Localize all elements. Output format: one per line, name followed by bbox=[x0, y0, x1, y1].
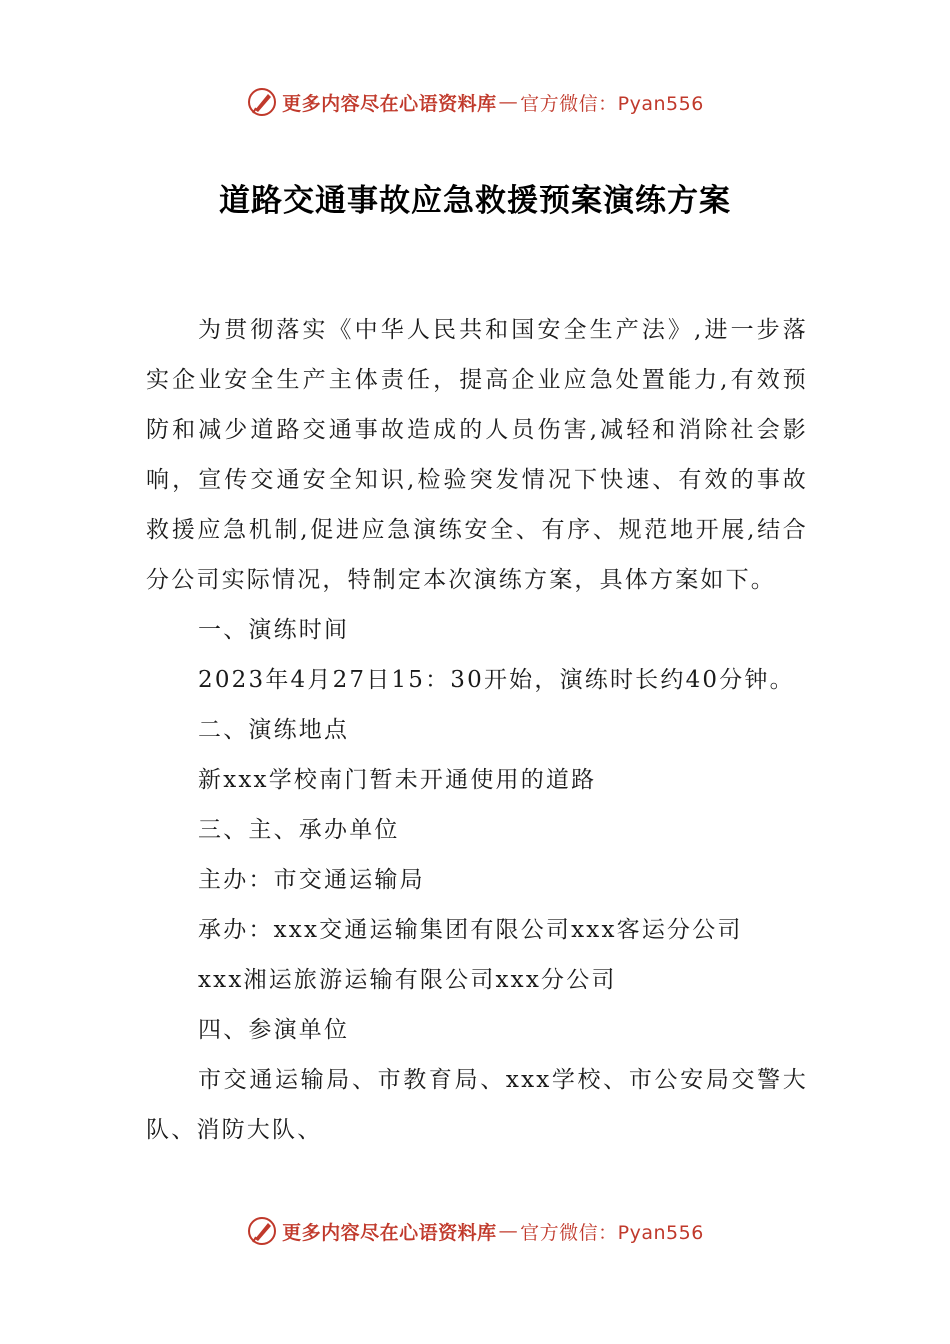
organizer-text-1: 承办：xxx交通运输集团有限公司xxx客运分公司 bbox=[198, 917, 743, 943]
watermark-footer bbox=[0, 1211, 950, 1251]
watermark-wechat: 官方微信：Pyan556 bbox=[520, 1221, 704, 1244]
section-heading-time: 一、演练时间 bbox=[198, 617, 350, 643]
page-title: 道路交通事故应急救援预案演练方案 bbox=[219, 183, 731, 219]
participants-text: 市交通运输局、市教育局、xxx学校、市公安局交警大队、消防大队、 bbox=[146, 1067, 808, 1143]
quill-logo-icon bbox=[246, 1215, 278, 1247]
document-body bbox=[146, 305, 808, 1155]
watermark-header bbox=[0, 82, 950, 122]
watermark-brand: 更多内容尽在心语资料库 bbox=[282, 92, 497, 115]
watermark-brand: 更多内容尽在心语资料库 bbox=[282, 1221, 497, 1244]
section-heading-organizers: 三、主、承办单位 bbox=[198, 817, 400, 843]
section-heading-location: 二、演练地点 bbox=[198, 717, 350, 743]
watermark-separator: — bbox=[498, 91, 519, 113]
watermark-wechat: 官方微信：Pyan556 bbox=[520, 92, 704, 115]
location-text: 新xxx学校南门暂未开通使用的道路 bbox=[198, 767, 597, 793]
quill-logo-icon bbox=[246, 86, 278, 118]
watermark-separator: — bbox=[498, 1220, 519, 1242]
section-heading-participants: 四、参演单位 bbox=[198, 1017, 350, 1043]
time-text: 2023年4月27日15：30开始，演练时长约40分钟。 bbox=[198, 667, 795, 693]
intro-paragraph: 为贯彻落实《中华人民共和国安全生产法》,进一步落实企业安全生产主体责任，提高企业应急处置能力,有效预防和减少道路交通事故造成的人员伤害,减轻和消除社会影响，宣传交通安全知识,检验突发情况下快速、有效的事故救援应急机制,促进应急演练安全、有序、规范地开展,结合分公司实际情况，特制定本次演练方案，具体方案如下。 bbox=[146, 317, 808, 593]
host-text: 主办：市交通运输局 bbox=[198, 867, 425, 893]
organizer-text-2: xxx湘运旅游运输有限公司xxx分公司 bbox=[198, 967, 617, 993]
